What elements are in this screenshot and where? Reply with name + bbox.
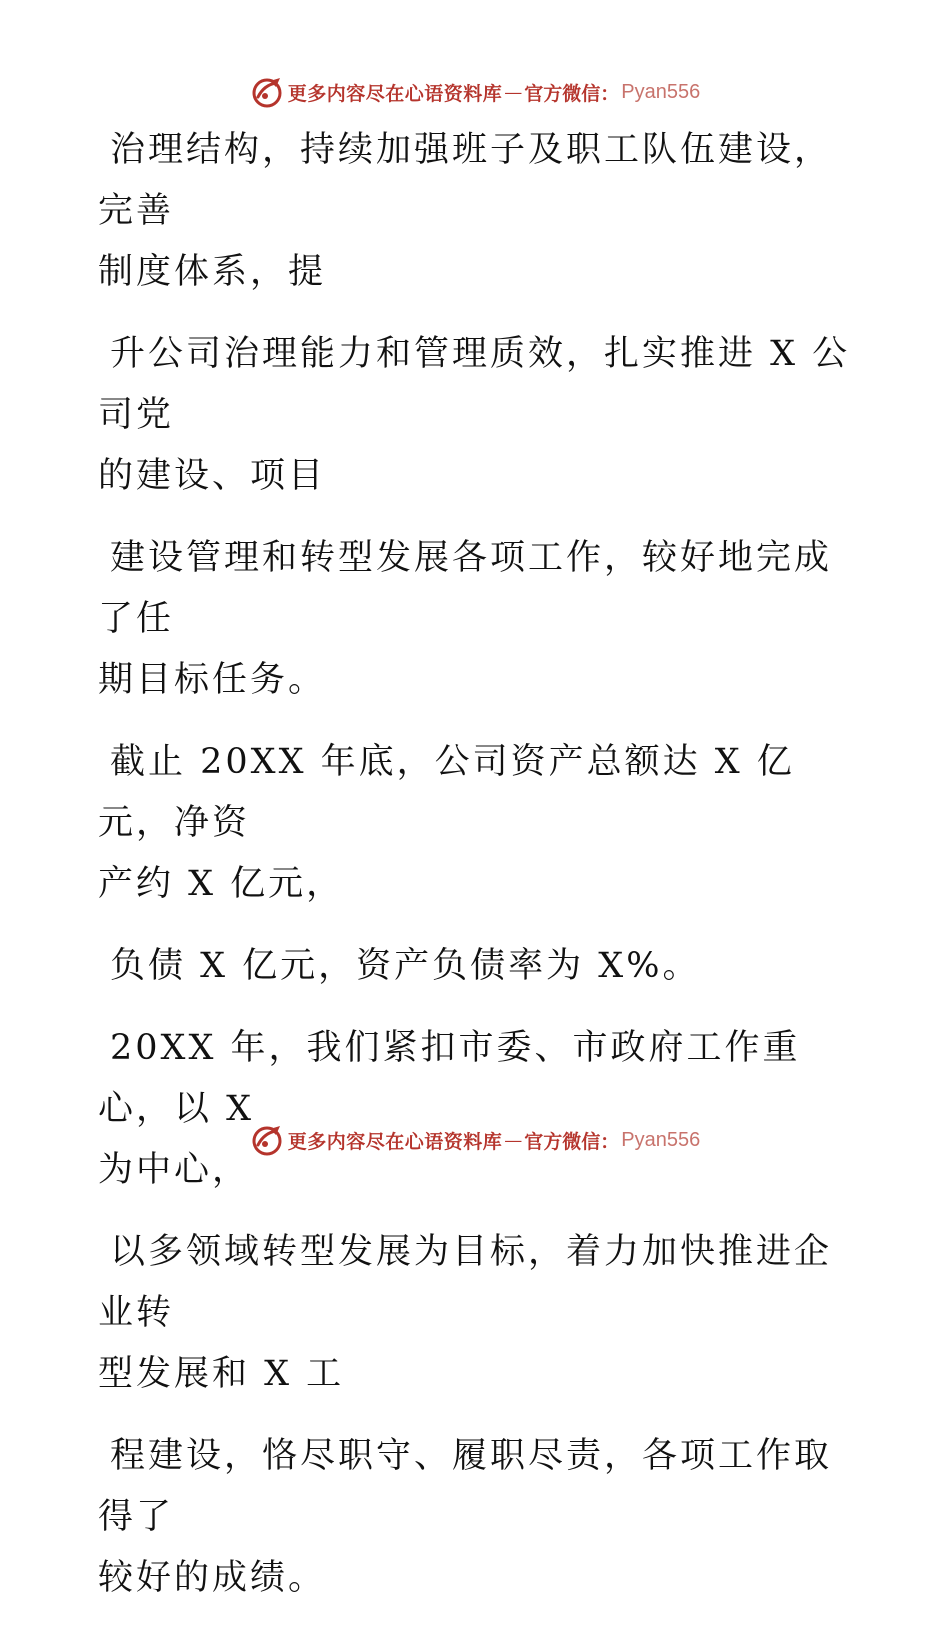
pen-swirl-logo-icon — [250, 75, 284, 109]
paragraph-line: 的建设、项目 — [98, 456, 327, 496]
banner-wechat-label: 官方微信： — [524, 1130, 620, 1153]
paragraph — [98, 1426, 858, 1609]
paragraph-line: 型发展和 X 工 — [98, 1354, 345, 1394]
banner-title: 更多内容尽在心语资料库 — [287, 1130, 503, 1153]
paragraph-line: 程建设，恪尽职守、履职尽责，各项工作取得了 — [98, 1436, 833, 1537]
paragraph-line: 期目标任务。 — [98, 660, 327, 700]
footer-banner — [0, 1120, 950, 1160]
paragraph-line: 以多领域转型发展为目标，着力加快推进企业转 — [98, 1232, 833, 1333]
paragraph-line: 制度体系，提 — [98, 252, 327, 292]
paragraph-line: 建设管理和转型发展各项工作，较好地完成了任 — [98, 538, 833, 639]
paragraph-line: 产约 X 亿元， — [98, 864, 345, 904]
pen-swirl-logo-icon — [250, 1123, 284, 1157]
paragraph — [98, 324, 858, 507]
header-banner — [0, 72, 950, 112]
paragraph — [98, 528, 858, 711]
banner-title: 更多内容尽在心语资料库 — [287, 82, 503, 105]
paragraph — [98, 732, 858, 915]
paragraph-line: 负债 X 亿元，资产负债率为 X%。 — [110, 946, 701, 986]
paragraph — [98, 1018, 858, 1201]
paragraph-line: 20XX 年，我们紧扣市委、市政府工作重心，以 X — [98, 1028, 801, 1129]
banner-wechat-label: 官方微信： — [524, 82, 620, 105]
banner-separator: — — [504, 1129, 523, 1151]
paragraph-line: 截止 20XX 年底，公司资产总额达 X 亿元，净资 — [98, 742, 795, 843]
paragraph-line: 较好的成绩。 — [98, 1558, 327, 1598]
paragraph — [98, 1222, 858, 1405]
document-body — [98, 120, 858, 1630]
paragraph-line: 升公司治理能力和管理质效，扎实推进 X 公司党 — [98, 334, 851, 435]
paragraph — [98, 936, 858, 997]
paragraph — [98, 120, 858, 303]
paragraph-line: 为中心， — [98, 1150, 251, 1190]
banner-separator: — — [504, 81, 523, 103]
banner-wechat-id: Pyan556 — [621, 80, 701, 103]
paragraph-line: 治理结构，持续加强班子及职工队伍建设，完善 — [98, 130, 833, 231]
banner-wechat-id: Pyan556 — [621, 1128, 701, 1151]
